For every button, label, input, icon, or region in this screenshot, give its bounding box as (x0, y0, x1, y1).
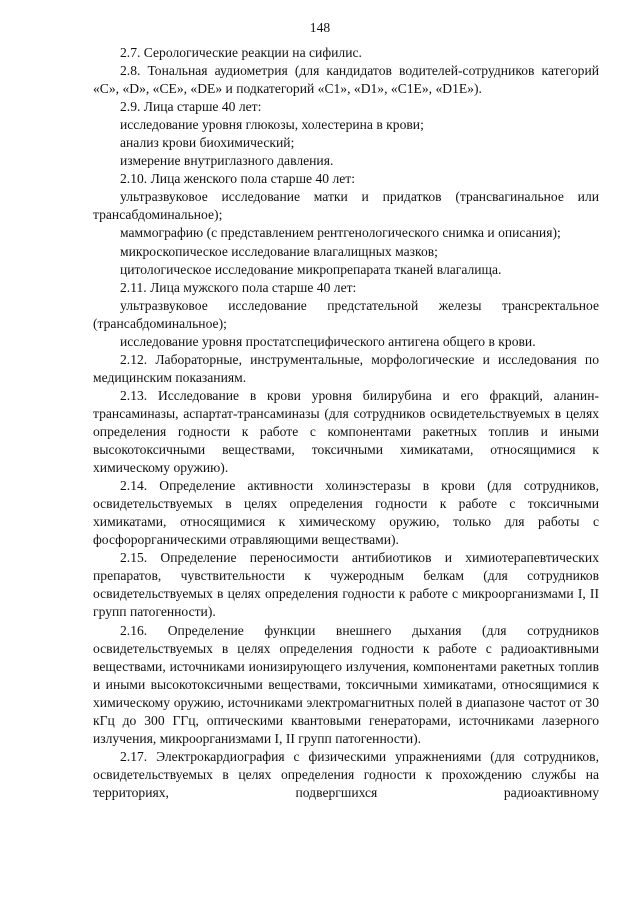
paragraph-11: цитологическое исследование микропрепарата тканей влагалища. (120, 261, 502, 277)
paragraph-15: 2.12. Лабораторные, инструментальные, морфологические и исследования по медицинским показаниям. (93, 351, 599, 385)
paragraph-10: микроскопическое исследование влагалищных мазков; (120, 243, 438, 259)
paragraph-16: 2.13. Исследование в крови уровня билирубина и его фракций, аланин-трансаминазы, аспартат-трансаминазы (для сотрудников освидетельствуемых в целях определения годности к работе с компонентами ракетных топлив и иными высокотоксичными веществами, токсичными химикатами, относящимися к химическому оружию). (93, 387, 599, 476)
paragraph-9: маммографию (с представлением рентгенологического снимка и описания); (120, 225, 561, 241)
paragraph-20: 2.17. Электрокардиография с физическими упражнениями (для сотрудников, освидетельствуемых в целях определения годности к прохождению службы на территориях, подвергшихся радиоактивному (93, 748, 599, 800)
paragraph-12: 2.11. Лица мужского пола старше 40 лет: (120, 279, 357, 295)
paragraph-4: исследование уровня глюкозы, холестерина в крови; (120, 117, 424, 133)
document-body (93, 44, 599, 802)
paragraph-13: ультразвуковое исследование предстательной железы трансректальное (трансабдоминальное); (93, 297, 599, 331)
paragraph-1: 2.7. Серологические реакции на сифилис. (120, 45, 362, 60)
paragraph-14: исследование уровня простатспецифического антигена общего в крови. (120, 333, 536, 349)
paragraph-3: 2.9. Лица старше 40 лет: (120, 99, 262, 115)
paragraph-8: ультразвуковое исследование матки и придатков (трансвагинальное или трансабдоминальное); (93, 189, 599, 223)
paragraph-2: 2.8. Тональная аудиометрия (для кандидатов водителей-сотрудников категорий «C», «D», «CE», «DE» и подкатегорий «C1», «D1», «C1E», «D1E»). (93, 63, 599, 97)
page-number: 148 (309, 20, 331, 35)
paragraph-7: 2.10. Лица женского пола старше 40 лет: (120, 171, 355, 187)
paragraph-19: 2.16. Определение функции внешнего дыхания (для сотрудников освидетельствуемых в целях определения годности к работе с радиоактивными веществами, источниками ионизирующего излучения, компонентами ракетных топлив и иными высокотоксичными веществами, токсичными химикатами, относящимися к химическому оружию, источниками электромагнитных полей в диапазоне частот от 30 кГц до 300 ГГц, оптическими квантовыми генераторами, источниками лазерного излучения, микроорганизмами I, II групп патогенности). (93, 622, 599, 746)
paragraph-5: анализ крови биохимический; (120, 135, 295, 151)
paragraph-17: 2.14. Определение активности холинэстеразы в крови (для сотрудников, освидетельствуемых в целях определения годности к работе с токсичными химикатами, относящимися к химическому оружию, только для работы с фосфорорганическими отравляющими веществами). (93, 478, 599, 548)
paragraph-18: 2.15. Определение переносимости антибиотиков и химиотерапевтических препаратов, чувствительности к чужеродным белкам (для сотрудников освидетельствуемых в целях определения годности к работе с микроорганизмами I, II групп патогенности). (93, 550, 599, 620)
paragraph-6: измерение внутриглазного давления. (120, 153, 334, 169)
